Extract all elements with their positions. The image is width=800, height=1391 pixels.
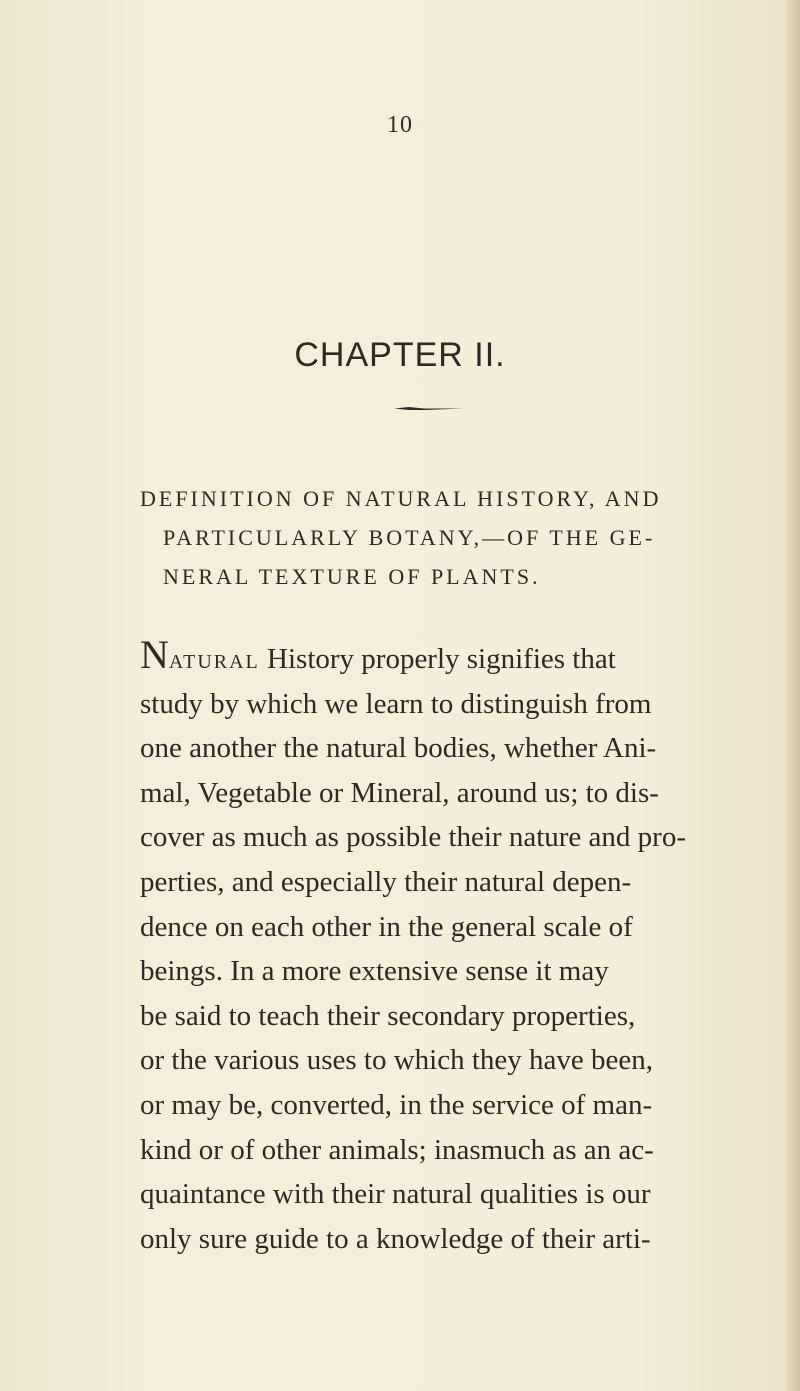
text-line: quaintance with their natural qualities is our	[140, 1178, 651, 1211]
small-caps-word: atural	[168, 643, 260, 675]
text-line: only sure guide to a knowledge of their arti-	[140, 1222, 651, 1255]
text-line: one another the natural bodies, whether Ani-	[140, 732, 657, 765]
text-line: kind or of other animals; inasmuch as an ac-	[140, 1133, 654, 1166]
first-line	[140, 632, 670, 682]
body-paragraph	[140, 632, 686, 1261]
text-line: beings. In a more extensive sense it may	[140, 955, 609, 988]
drop-cap: N	[140, 632, 169, 677]
chapter-subtitle	[140, 479, 660, 596]
text-line: perties, and especially their natural depen-	[140, 865, 632, 898]
text-line: dence on each other in the general scale of	[140, 910, 633, 943]
text-line: be said to teach their secondary properties,	[140, 999, 636, 1032]
first-line-rest: History properly signifies that	[259, 643, 616, 675]
text-line: cover as much as possible their nature and pro-	[140, 821, 686, 854]
text-line: or may be, converted, in the service of man-	[140, 1088, 653, 1121]
subtitle-line: PARTICULARLY BOTANY,—OF THE GE-	[163, 525, 656, 550]
text-line: mal, Vegetable or Mineral, around us; to dis-	[140, 776, 659, 809]
text-line: or the various uses to which they have been,	[140, 1044, 653, 1077]
page-edge	[786, 0, 800, 1391]
chapter-title: CHAPTER II.	[294, 336, 506, 374]
subtitle-line: DEFINITION OF NATURAL HISTORY, AND	[140, 486, 662, 511]
subtitle-line: NERAL TEXTURE OF PLANTS.	[163, 564, 541, 589]
page-number: 10	[387, 112, 413, 138]
ornamental-rule	[354, 407, 464, 410]
text-line: study by which we learn to distinguish from	[140, 687, 652, 720]
